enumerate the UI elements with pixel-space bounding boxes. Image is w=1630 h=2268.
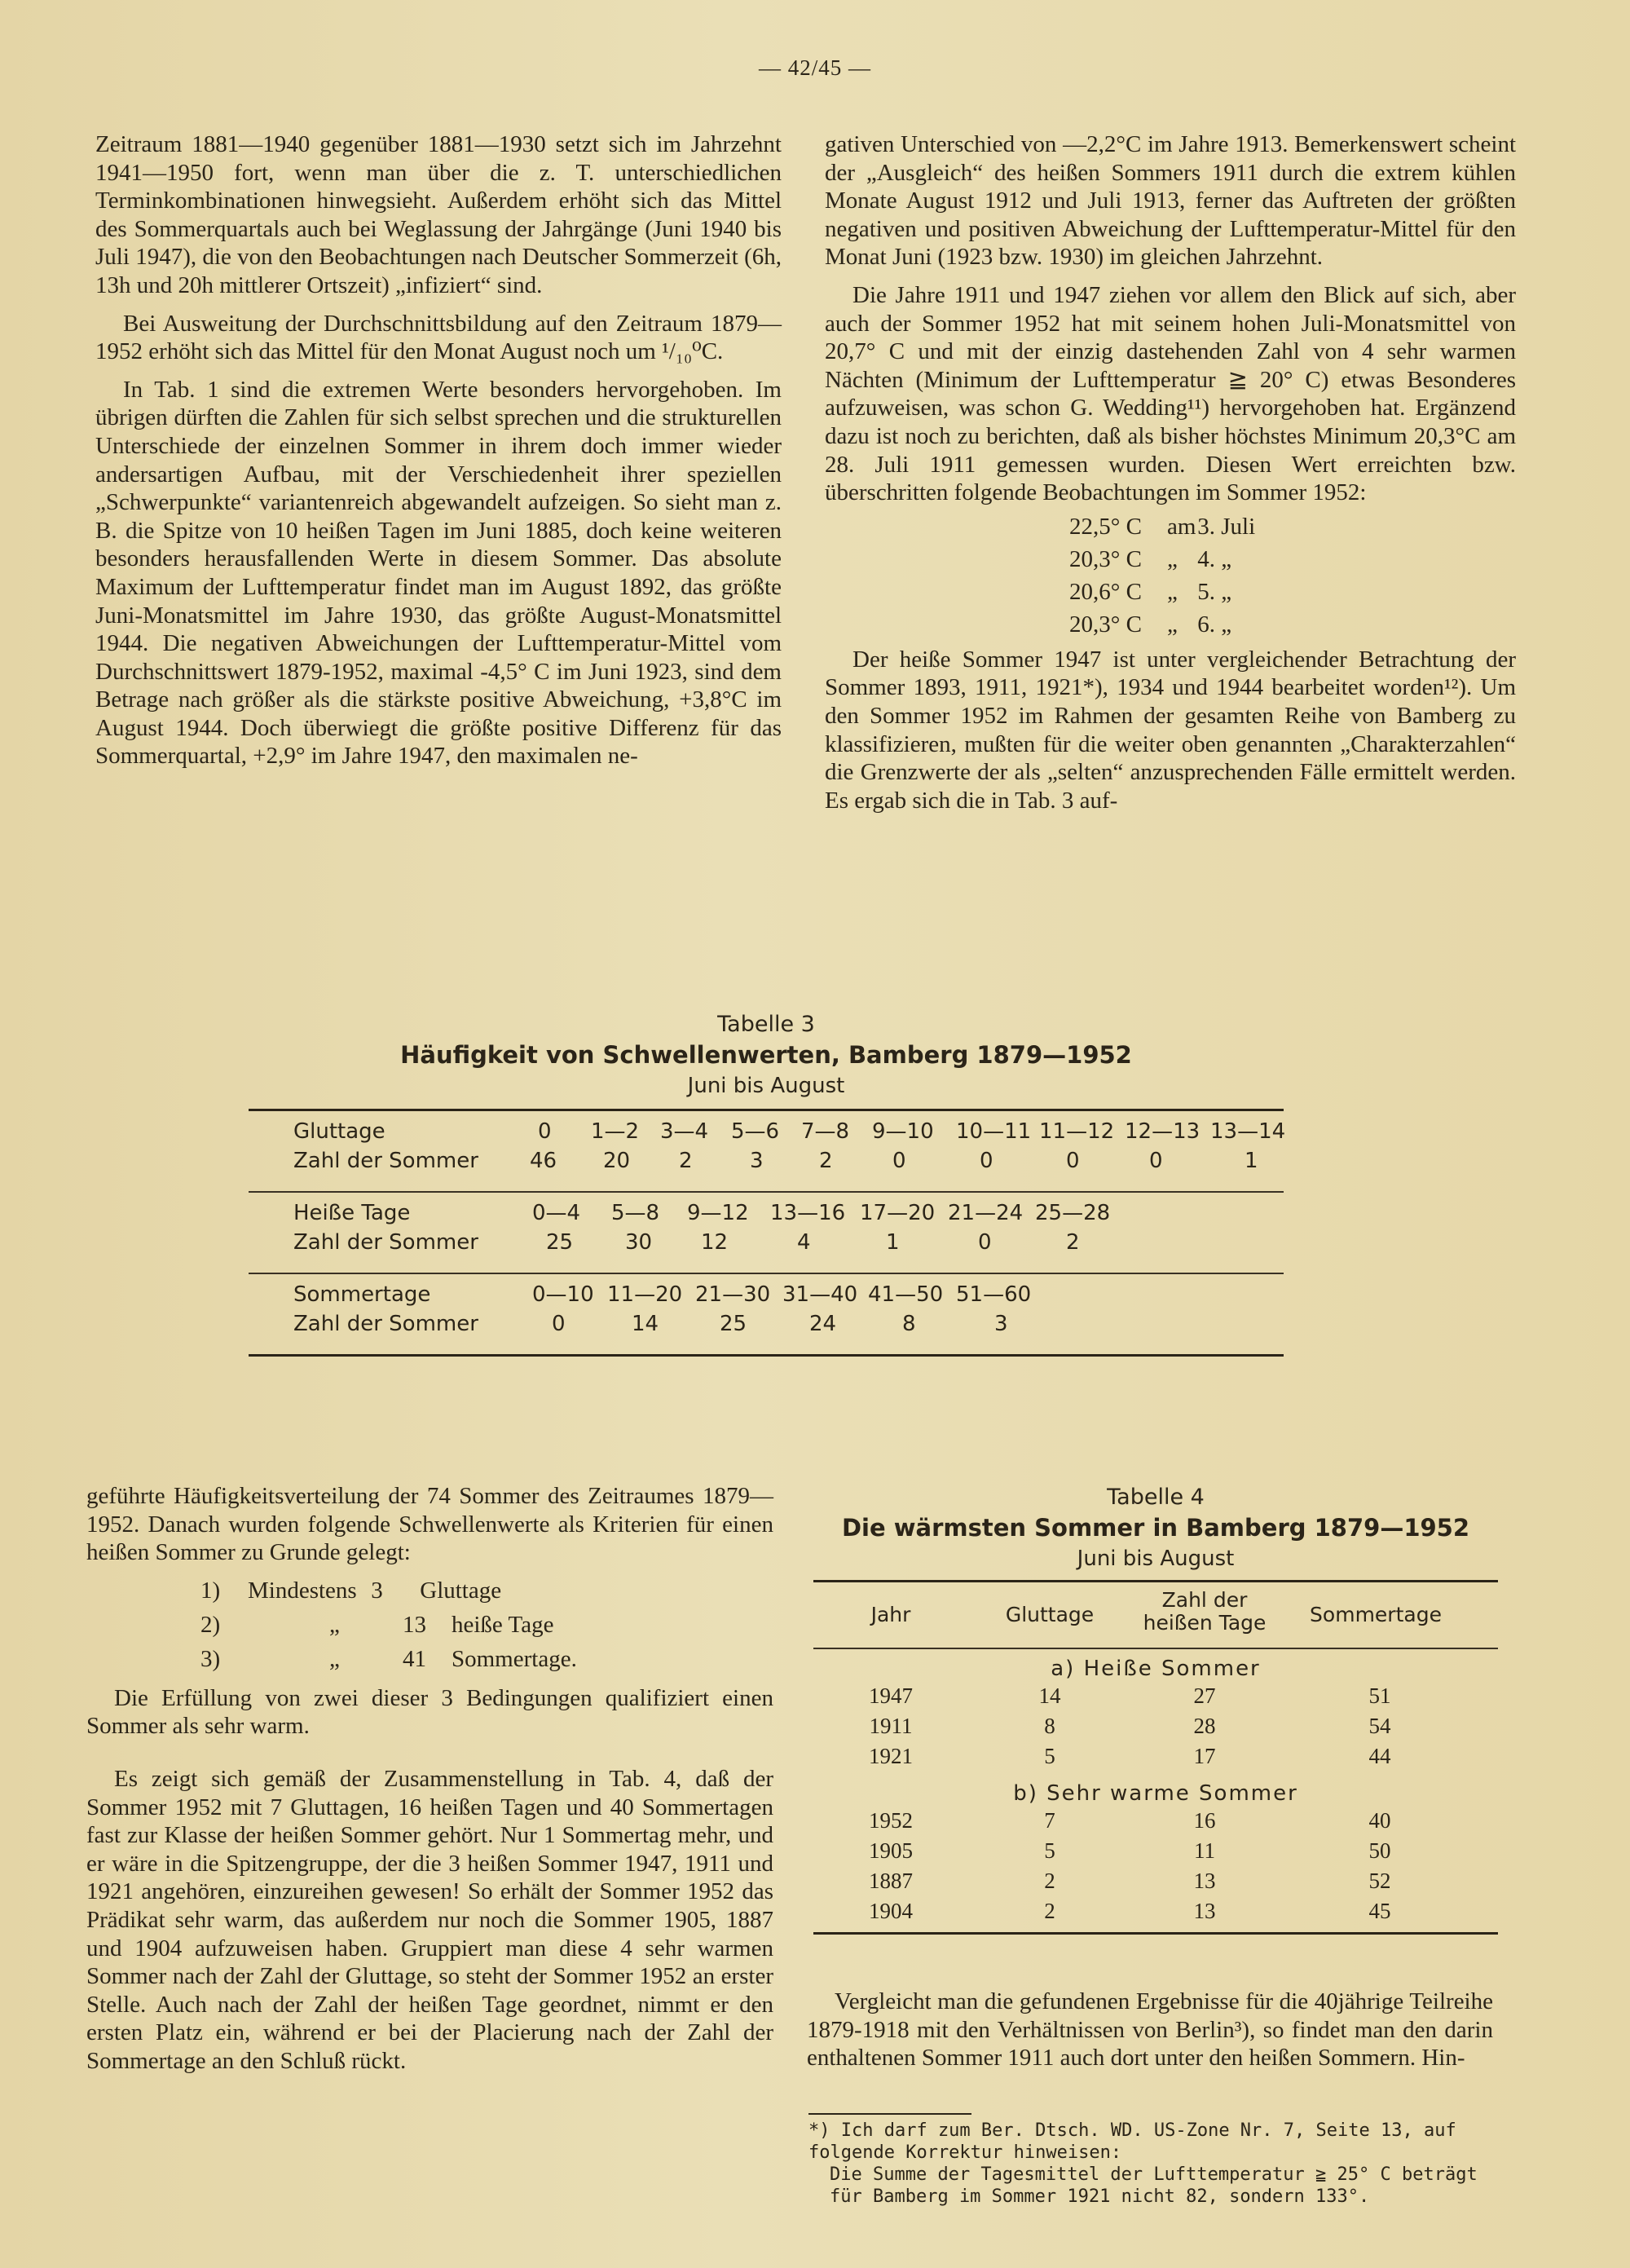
paragraph: Es zeigt sich gemäß der Zusammenstellung in Tab. 4, daß der Sommer 1952 mit 7 Gluttagen, 16 heißen Tagen und 40 Sommertagen fast zur Klasse der heißen Sommer gehört. Nur 1 Sommertag mehr, und er wäre in die Spitzengruppe, der die 3 heißen Sommer 1947, 1911 und 1921 angehören, einzureihen gewesen! So erhält der Sommer 1952 das Prädikat sehr warm, das außerdem nur noch die Sommer 1905, 1887 und 1904 aufzuweisen haben. Gruppiert man diese 4 sehr warmen Sommer nach der Zahl der Gluttage, so steht der Sommer 1952 an erster Stelle. Auch nach der Zahl der heißen Tage geordnet, nimmt er den ersten Platz ein, während er bei der Placierung nach der Zahl der Sommertage an den Schluß rückt. xyxy=(86,1765,773,2074)
left-column xyxy=(95,130,782,770)
table-subtitle: Juni bis August xyxy=(1077,1547,1235,1571)
column-header: Jahr xyxy=(870,1603,911,1626)
group-heading: a) Heiße Sommer xyxy=(1051,1657,1261,1681)
table-4 xyxy=(813,1484,1498,1935)
paragraph: Zeitraum 1881—1940 gegenüber 1881—1930 setzt sich im Jahrzehnt 1941—1950 fort, wenn man über die z. T. unterschiedlichen Terminkombinationen hinwegsieht. Außerdem erhöht sich das Mittel des Sommerquartals auch bei Weglassung der Jahrgänge (Juni 1940 bis Juli 1947), die von den Beobachtungen nach Deutscher Sommerzeit (6h, 13h und 20h mittlerer Ortszeit) „infiziert“ sind. xyxy=(95,131,782,298)
paragraph: Die Erfüllung von zwei dieser 3 Bedingungen qualifiziert einen Sommer als sehr warm. xyxy=(86,1684,773,1740)
measurement-row: 20,6° C „ 5. „ xyxy=(1069,578,1232,605)
table-header xyxy=(813,1582,1498,1648)
paragraph: Die Jahre 1911 und 1947 ziehen vor allem den Blick auf sich, aber auch der Sommer 1952 hat mit seinem hohen Juli-Monatsmittel von 20,7° C und mit der einzig dastehenden Zahl von 4 sehr warmen Nächten (Minimum der Lufttemperatur ≧ 20° C) etwas Besonderes aufzuweisen, was schon G. Wedding¹¹) hervorgehoben hat. Ergänzend dazu ist noch zu berichten, daß als bisher höchstes Minimum 20,3°C am 28. Juli 1911 gemessen wurden. Diesen Wert erreichten bzw. überschritten folgende Beobachtungen im Sommer 1952: xyxy=(825,281,1516,506)
footnote-line: *) Ich darf zum Ber. Dtsch. WD. US-Zone Nr. 7, Seite 13, auf folgende Korrektur hinweisen: xyxy=(808,2120,1456,2163)
criterion-row: 2) „ 13 heiße Tage xyxy=(200,1611,554,1638)
table-rule xyxy=(813,1932,1498,1935)
table-row: 1921 5 17 44 xyxy=(869,1744,1391,1768)
table-row: Zahl der Sommer 0 14 25 24 8 3 xyxy=(293,1312,1008,1336)
table-row: Heiße Tage 0—4 5—8 9—12 13—16 17—20 21—24 25—28 xyxy=(293,1201,1111,1225)
table-row: 1904 2 13 45 xyxy=(869,1899,1391,1923)
paragraph: gativen Unterschied von —2,2°C im Jahre 1913. Bemerkenswert scheint der „Ausgleich“ des heißen Sommers 1911 durch die extrem kühlen Monate August 1912 und Juli 1913, ferner das Auftreten der größten negativen und positiven Abweichung der Lufttemperatur-Mittel für den Monat Juni (1923 bzw. 1930) im gleichen Jahrzehnt. xyxy=(825,131,1516,271)
column-header: heißen Tage xyxy=(1143,1611,1267,1635)
right-column xyxy=(825,130,1516,814)
table-row: 1905 5 11 50 xyxy=(869,1838,1391,1863)
table-subtitle: Juni bis August xyxy=(687,1074,845,1098)
criteria-list xyxy=(200,1573,773,1676)
paragraph: geführte Häufigkeitsverteilung der 74 Sommer des Zeitraumes 1879—1952. Danach wurden folgende Schwellenwerte als Kriterien für einen heißen Sommer zu Grunde gelegt: xyxy=(86,1483,773,1566)
paragraph: In Tab. 1 sind die extremen Werte besonders hervorgehoben. Im übrigen dürften die Zahlen für sich selbst sprechen und die strukturellen Unterschiede der einzelnen Sommer in ihrem doch immer wieder andersartigen Aufbau, mit der Verschiedenheit ihrer speziellen „Schwerpunkte“ variantenreich abgewandelt aufzeigen. So sieht man z. B. die Spitze von 10 heißen Tagen im Juni 1885, doch keine weiteren besonders herausfallenden Werte in diesem Sommer. Das absolute Maximum der Lufttemperatur findet man im August 1892, das größte Juni-Monatsmittel im Jahre 1930, das größte August-Monatsmittel 1944. Die negativen Abweichungen der Lufttemperatur-Mittel vom Durchschnittswert 1879-1952, maximal -4,5° C im Juni 1923, sind dem Betrage nach größer als die stärkste positive Abweichung, +3,8°C im August 1944. Doch überwiegt die größte positive Differenz für das Sommerquartal, +2,9° im Jahre 1947, den maximalen ne- xyxy=(95,376,782,770)
footnote xyxy=(808,2113,1495,2208)
table-3 xyxy=(249,1011,1284,1357)
table-caption: Tabelle 3 xyxy=(717,1012,815,1037)
table-rule xyxy=(249,1354,1284,1357)
table-row: Sommertage 0—10 11—20 21—30 31—40 41—50 51—60 xyxy=(293,1282,1032,1307)
paragraph: Der heiße Sommer 1947 ist unter vergleichender Betrachtung der Sommer 1893, 1911, 1921*), 1934 und 1944 bearbeitet worden¹²). Um den Sommer 1952 im Rahmen der gesamten Reihe von Bamberg zu klassifizieren, mußten für die weiter oben genannten „Charakterzahlen“ die Grenzwerte der als „selten“ anzusprechenden Fälle ermittelt werden. Es ergab sich die in Tab. 3 auf- xyxy=(825,646,1516,814)
footnote-rule xyxy=(808,2113,971,2115)
table-row: 1952 7 16 40 xyxy=(869,1808,1391,1833)
paragraph: Bei Ausweitung der Durchschnittsbildung auf den Zeitraum 1879—1952 erhöht sich das Mittel für den Monat August noch um ¹/₁₀⁰C. xyxy=(95,310,782,365)
measurement-list xyxy=(1069,510,1516,641)
group-heading: b) Sehr warme Sommer xyxy=(1013,1781,1298,1806)
bottom-left-column xyxy=(86,1482,773,2076)
measurement-row: 22,5° C am 3. Juli xyxy=(1069,513,1256,540)
column-header: Gluttage xyxy=(1005,1603,1095,1626)
table-row: 1887 2 13 52 xyxy=(869,1869,1391,1893)
table-row: Gluttage 0 1—2 3—4 5—6 7—8 9—10 10—11 11—12 12—13 13—14 xyxy=(293,1119,1286,1144)
measurement-row: 20,3° C „ 4. „ xyxy=(1069,545,1232,572)
table-caption: Tabelle 4 xyxy=(1107,1485,1205,1510)
column-header: Sommertage xyxy=(1310,1603,1442,1626)
measurement-row: 20,3° C „ 6. „ xyxy=(1069,611,1232,638)
footnote-line: Die Summe der Tagesmittel der Lufttemperatur ≧ 25° C beträgt für Bamberg im Sommer 1921 nicht 82, sondern 133°. xyxy=(830,2164,1478,2207)
table-rule xyxy=(813,1648,1498,1649)
table-block-heisse-tage xyxy=(249,1193,1284,1273)
table-row: 1911 8 28 54 xyxy=(869,1714,1391,1738)
table-block-gluttage xyxy=(249,1111,1284,1191)
page-number: — 42/45 — xyxy=(758,55,871,80)
table-row: 1947 14 27 51 xyxy=(869,1683,1391,1708)
criterion-row: 1) Mindestens 3 Gluttage xyxy=(200,1577,502,1604)
bottom-right-column xyxy=(807,1988,1493,2072)
paragraph: Vergleicht man die gefundenen Ergebnisse für die 40jährige Teilreihe 1879-1918 mit den Verhältnissen von Berlin³), so findet man den darin enthaltenen Sommer 1911 auch dort unter den heißen Sommern. Hin- xyxy=(807,1988,1493,2072)
table-row: Zahl der Sommer 46 20 2 3 2 0 0 0 0 1 xyxy=(293,1149,1258,1173)
column-header: Zahl der xyxy=(1161,1588,1248,1612)
table-title: Häufigkeit von Schwellenwerten, Bamberg 1879—1952 xyxy=(400,1041,1132,1069)
table-title: Die wärmsten Sommer in Bamberg 1879—1952 xyxy=(841,1514,1470,1542)
table-row: Zahl der Sommer 25 30 12 4 1 0 2 xyxy=(293,1230,1080,1255)
criterion-row: 3) „ 41 Sommertage. xyxy=(200,1645,577,1672)
table-block-sommertage xyxy=(249,1274,1284,1354)
